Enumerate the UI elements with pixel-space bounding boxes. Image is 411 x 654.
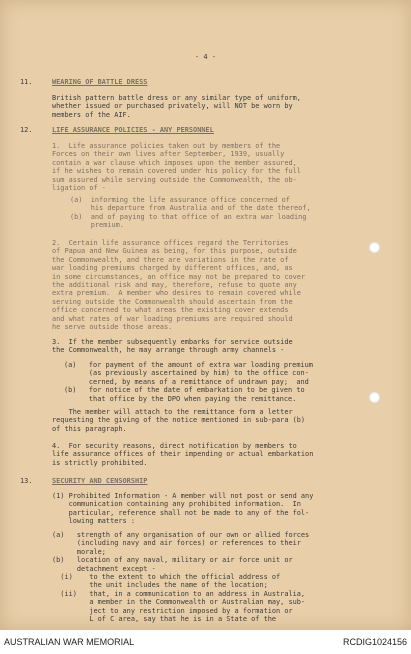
section-12-heading: LIFE ASSURANCE POLICIES - ANY PERSONNEL [52,126,214,134]
section-11-body: British pattern battle dress or any similar type of uniform, whether issued or purchased privately, will NOT be worn by members of the AIF. [52,94,301,119]
section-12-paragraph-4: 4. For security reasons, direct notification by members to life assurance offices of their impending or actual embarkation is strictly prohibited. [52,442,314,467]
punch-hole [369,392,380,403]
page-number: - 4 - [194,53,217,61]
section-12-items-1: (a) informing the life assurance office concerned of his departure from Australia and of the date thereof, (b) and of paying to that office of an extra war loading premium. [70,196,311,230]
section-11-number: 11. [20,78,33,86]
section-12-paragraph-3: 3. If the member subsequently embarks for service outside the Commonwealth, he may arrange through army channels - [52,338,293,355]
section-12-paragraph-3b: The member will attach to the remittance form a letter requesting the giving of the notice mentioned in sub-para (b) of this paragraph. [52,408,306,433]
section-12-paragraph-2: 2. Certain life assurance offices regard the Territories of Papua and New Guinea as being, for this purpose, outside the Commonwealth, and there are variations in the rate of war loading premiums charged by different offices, and, as in some circumstances, an office may not be prepared to cover the additional risk and may, therefore, refuse to quote any extra premium. A member who desires to remain covered while serving outside the Commonwealth should ascertain from the office concerned to what areas the existing cover extends and what rates of war loading premiums are required should he serve outside those areas. [52,239,306,332]
section-13-items: (a) strength of any organisation of our own or allied forces (including navy and air forces) or references to their morale; (b) location of any naval, military or air force unit or detachment except - (i) to the extent to which the official address of the unit includes the name of the location; (ii) that, in a communication to an address in Australia, a member in the Commonwealth or Australian may, sub- ject to any restriction imposed by a formation or L of C area, say that he is in a State of the [52,531,310,624]
section-12-items-3: (a) for payment of the amount of extra war loading premium (as previously ascertained by him) to the office con- cerned, by means of a remittance of undrawn pay; and (b) for notice of the date of embarkation to be given to that office by the DPO when paying the remittance. [64,361,313,403]
section-13-paragraph-1: (1) Prohibited Information - A member will not post or send any communication containing any prohibited information. In particular, reference shall not be made to any of the fol- lowing matters : [52,492,314,526]
footer-institution: AUSTRALIAN WAR MEMORIAL [4,637,135,647]
section-13-number: 13. [20,477,33,485]
punch-hole [369,242,380,253]
footer-record-id: RCDIG1024156 [342,637,407,647]
section-11-heading: WEARING OF BATTLE DRESS [52,78,148,86]
section-12-paragraph-1: 1. Life assurance policies taken out by members of the Forces on their own lives after September, 1939, usually contain a war clause which imposes upon the member assured, if he wishes to remain covered under his policy for the full sum assured while serving outside the Commonwealth, the ob- ligation of - [52,142,301,193]
section-13-heading: SECURITY AND CENSORSHIP [52,477,148,485]
archive-footer [0,630,411,654]
section-12-number: 12. [20,126,33,134]
